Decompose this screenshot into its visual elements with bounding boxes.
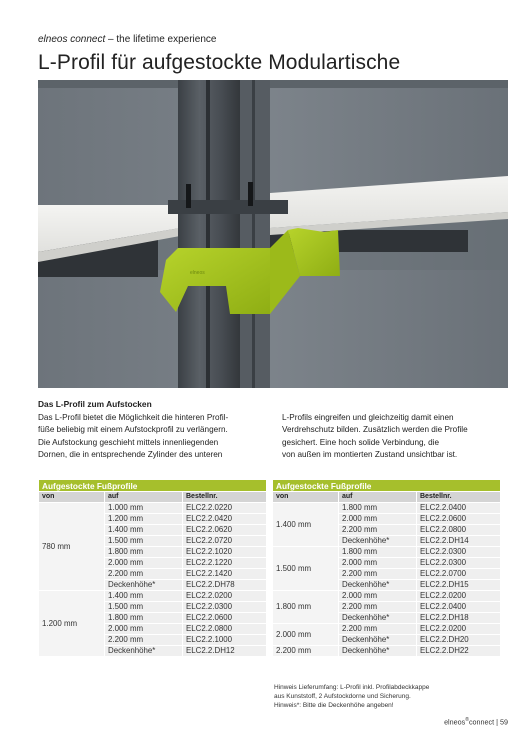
product-photo: [38, 80, 508, 388]
table-cell-order-number: ELC2.2.0800: [183, 624, 267, 635]
table-row: [39, 503, 267, 514]
table-cell-von: 2.200 mm: [273, 646, 339, 657]
profile-table-right: [272, 479, 501, 657]
table-row: [39, 591, 267, 602]
table-cell-order-number: ELC2.2.0720: [183, 536, 267, 547]
table-cell-order-number: ELC2.2.0620: [183, 525, 267, 536]
profile-table-left: [38, 479, 267, 657]
table-cell-auf: Deckenhöhe*: [339, 613, 417, 624]
table-cell-auf: 1.000 mm: [105, 503, 183, 514]
mandrel-left: [186, 184, 191, 208]
table-cell-order-number: ELC2.2.DH15: [417, 580, 501, 591]
table-cell-order-number: ELC2.2.0300: [417, 558, 501, 569]
table-cell-auf: 1.400 mm: [105, 525, 183, 536]
table-cell-order-number: ELC2.2.0420: [183, 514, 267, 525]
table-cell-auf: Deckenhöhe*: [339, 580, 417, 591]
table-cell-order-number: ELC2.2.0200: [183, 591, 267, 602]
table-cell-order-number: ELC2.2.0220: [183, 503, 267, 514]
text-line: L-Profils eingreifen und gleichzeitig damit einen: [282, 412, 454, 422]
table-cell-von: 1.400 mm: [273, 503, 339, 547]
table-cell-auf: 1.500 mm: [105, 602, 183, 613]
table-cell-auf: 1.400 mm: [105, 591, 183, 602]
table-cell-auf: Deckenhöhe*: [105, 646, 183, 657]
table-title-row: [273, 480, 501, 492]
post-side-groove: [252, 80, 255, 388]
table-column-header: Bestellnr.: [417, 492, 501, 503]
table-cell-auf: 2.000 mm: [339, 591, 417, 602]
table-column-header: Bestellnr.: [183, 492, 267, 503]
note-line: aus Kunststoff, 2 Aufstockdorne und Sicherung.: [274, 692, 411, 700]
table-cell-auf: 1.500 mm: [105, 536, 183, 547]
table-cell-von: 2.000 mm: [273, 624, 339, 646]
table-cell-auf: 2.200 mm: [105, 569, 183, 580]
table-cell-auf: Deckenhöhe*: [339, 646, 417, 657]
tagline-text: – the lifetime experience: [105, 34, 217, 45]
post-groove: [206, 80, 210, 388]
table-cell-order-number: ELC2.2.DH18: [417, 613, 501, 624]
table-row: [273, 591, 501, 602]
table-cell-auf: 2.000 mm: [339, 558, 417, 569]
table-cell-order-number: ELC2.2.DH78: [183, 580, 267, 591]
table-cell-auf: Deckenhöhe*: [339, 635, 417, 646]
table-cell-auf: 1.200 mm: [105, 514, 183, 525]
product-photo-illustration: [38, 80, 508, 388]
page-number: 59: [500, 717, 508, 727]
table-cell-auf: Deckenhöhe*: [105, 580, 183, 591]
table-cell-order-number: ELC2.2.DH20: [417, 635, 501, 646]
section-heading: Das L-Profil zum Aufstocken: [38, 399, 152, 409]
footer-brand-suffix: connect: [468, 717, 495, 727]
table-cell-auf: 1.800 mm: [105, 547, 183, 558]
table-column-header: auf: [339, 492, 417, 503]
table-cell-von: 1.200 mm: [39, 591, 105, 657]
table-cell-auf: 1.800 mm: [339, 503, 417, 514]
text-section: [38, 398, 508, 462]
table-column-header: von: [39, 492, 105, 503]
table-cell-order-number: ELC2.2.1000: [183, 635, 267, 646]
table-cell-von: 1.500 mm: [273, 547, 339, 591]
table-cell-order-number: ELC2.2.0200: [417, 624, 501, 635]
table-cell-order-number: ELC2.2.0800: [417, 525, 501, 536]
table-cell-auf: 2.200 mm: [105, 635, 183, 646]
table-cell-auf: 2.200 mm: [339, 525, 417, 536]
text-line: Dornen, die in entsprechende Zylinder des unteren: [38, 450, 223, 460]
text-line: von außen im montierten Zustand unsichtbar ist.: [282, 450, 458, 460]
tagline: [38, 34, 508, 45]
table-header-row: [39, 492, 267, 503]
table-cell-auf: Deckenhöhe*: [339, 536, 417, 547]
table-cell-order-number: ELC2.2.0600: [417, 514, 501, 525]
text-line: Die Aufstockung geschieht mittels innenliegenden: [38, 437, 219, 447]
text-line: gesichert. Eine hoch solide Verbindung, die: [282, 437, 440, 447]
table-cell-order-number: ELC2.2.0600: [183, 613, 267, 624]
table-cell-auf: 2.000 mm: [105, 558, 183, 569]
table-cell-order-number: ELC2.2.DH22: [417, 646, 501, 657]
table-title: Aufgestockte Fußprofile: [273, 480, 501, 492]
table-cell-auf: 2.200 mm: [339, 602, 417, 613]
footer-brand: elneos: [444, 717, 466, 727]
panel-top-edge: [38, 80, 508, 88]
table-cell-order-number: ELC2.2.0400: [417, 503, 501, 514]
text-column-right: [282, 412, 508, 462]
table-cell-auf: 2.200 mm: [339, 569, 417, 580]
table-cell-order-number: ELC2.2.1220: [183, 558, 267, 569]
table-cell-order-number: ELC2.2.0300: [417, 547, 501, 558]
table-cell-von: 780 mm: [39, 503, 105, 591]
table-cell-auf: 2.000 mm: [339, 514, 417, 525]
page-title: L-Profil für aufgestockte Modulartische: [38, 51, 401, 74]
table-cell-order-number: ELC2.2.0700: [417, 569, 501, 580]
table-cell-auf: 1.800 mm: [105, 613, 183, 624]
table-cell-order-number: ELC2.2.0200: [417, 591, 501, 602]
text-columns: [38, 412, 508, 462]
mandrel-right: [248, 182, 253, 206]
text-line: Verdrehschutz bilden. Zusätzlich werden die Profile: [282, 425, 468, 435]
table-cell-order-number: ELC2.2.1020: [183, 547, 267, 558]
table-row: [273, 646, 501, 657]
page-footer: elneos®connect | 59: [444, 717, 508, 727]
table-row: [273, 547, 501, 558]
table-title-row: [39, 480, 267, 492]
table-cell-order-number: ELC2.2.0300: [183, 602, 267, 613]
table-header-row: [273, 492, 501, 503]
table-cell-auf: 2.000 mm: [105, 624, 183, 635]
table-cell-order-number: ELC2.2.DH14: [417, 536, 501, 547]
table-row: [273, 503, 501, 514]
table-cell-order-number: ELC2.2.1420: [183, 569, 267, 580]
table-cell-order-number: ELC2.2.DH12: [183, 646, 267, 657]
table-column-header: auf: [105, 492, 183, 503]
text-column-left: [38, 412, 264, 462]
page-header: [38, 34, 508, 75]
note-line: Hinweis Lieferumfang: L-Profil inkl. Profilabdeckkappe: [274, 684, 430, 691]
brand-name: elneos connect: [38, 34, 106, 45]
table-cell-auf: 1.800 mm: [339, 547, 417, 558]
connector-logo-text: elneos: [190, 270, 205, 276]
text-line: Das L-Profil bietet die Möglichkeit die hinteren Profil-: [38, 412, 229, 422]
table-title: Aufgestockte Fußprofile: [39, 480, 267, 492]
table-cell-auf: 2.200 mm: [339, 624, 417, 635]
text-line: füße beliebig mit einem Aufstockprofil zu verlängern.: [38, 425, 228, 435]
footer-separator: |: [494, 717, 500, 727]
table-column-header: von: [273, 492, 339, 503]
note-line: Hinweis*: Bitte die Deckenhöhe angeben!: [274, 701, 394, 709]
table-cell-von: 1.800 mm: [273, 591, 339, 624]
table-cell-order-number: ELC2.2.0400: [417, 602, 501, 613]
table-row: [273, 624, 501, 635]
delivery-notes: [274, 684, 429, 710]
